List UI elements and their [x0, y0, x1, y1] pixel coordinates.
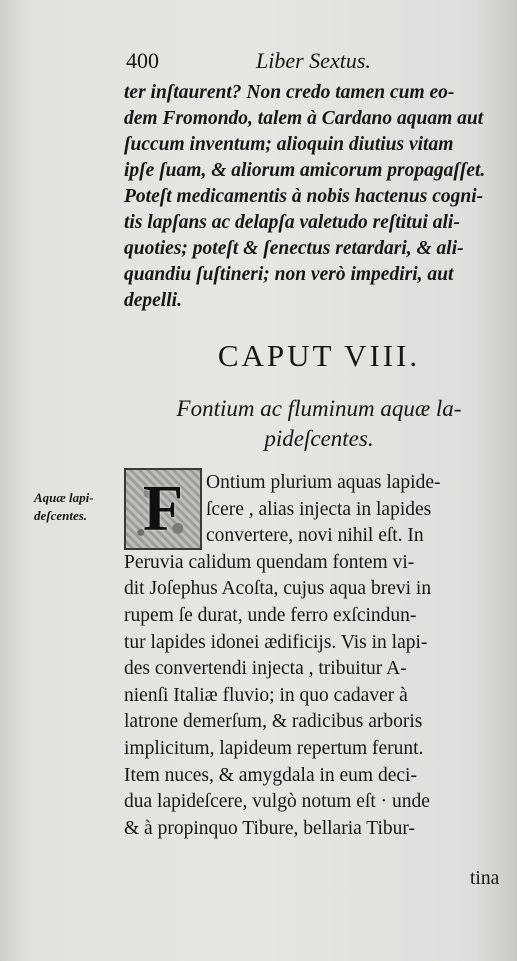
- text-line: Poteſt medicamentis à nobis hactenus cogni-: [124, 186, 484, 207]
- text-line: depelli.: [124, 290, 182, 311]
- text-line: ſcere , alias injecta in lapides: [206, 498, 432, 520]
- marginal-note-line: deſcentes.: [34, 508, 88, 523]
- chapter-title-line: Fontium ac fluminum aquæ la-: [176, 396, 462, 421]
- text-line: tur lapides idonei ædificijs. Vis in lapi-: [124, 631, 428, 653]
- page-header: [126, 48, 456, 78]
- text-line: des convertendi injecta , tribuitur A-: [124, 658, 407, 680]
- chapter-heading: CAPUT VIII.: [217, 338, 421, 373]
- text-line: implicitum, lapideum repertum ferunt.: [124, 737, 424, 759]
- text-line: quoties; poteſt & ſenectus retardari, & ali-: [124, 238, 464, 259]
- initial-letter: F: [142, 472, 184, 545]
- text-line: quandiu ſuſtineri; non verò impediri, aut: [124, 264, 454, 285]
- chapter-title: [124, 394, 514, 454]
- preceding-paragraph: [124, 80, 514, 314]
- text-line: latrone demerſum, & radicibus arboris: [124, 711, 423, 733]
- catchword: tina: [470, 868, 500, 889]
- text-line: rupem ſe durat, unde ferro exſcindun-: [124, 604, 417, 626]
- marginal-note: [34, 489, 124, 525]
- text-line: nienſi Italiæ fluvio; in quo cadaver à: [124, 684, 408, 706]
- marginal-note-line: Aquæ lapi-: [34, 490, 94, 505]
- text-line: Ontium plurium aquas lapide-: [206, 472, 441, 493]
- text-line: dit Joſephus Acoſta, cujus aqua brevi in: [124, 578, 432, 600]
- text-line: Peruvia calidum quendam fontem vi-: [124, 551, 415, 573]
- text-line: ipſe ſuam, & aliorum amicorum propagaſſet.: [124, 160, 486, 181]
- text-line: convertere, novi nihil eſt. In: [206, 525, 424, 547]
- chapter-title-line: pideſcentes.: [264, 426, 374, 451]
- running-head: Liber Sextus.: [256, 48, 371, 73]
- text-line: dua lapideſcere, vulgò notum eſt · unde: [124, 791, 430, 813]
- text-line: Item nuces, & amygdala in eum deci-: [124, 764, 417, 786]
- body-paragraph: [124, 470, 516, 842]
- page-number: 400: [126, 48, 159, 73]
- text-line: tis lapſans ac delapſa valetudo reſtitui ali-: [124, 212, 460, 233]
- text-line: dem Fromondo, talem à Cardano aquam aut: [124, 108, 484, 129]
- text-line: & à propinquo Tibure, bellaria Tibur-: [124, 817, 416, 839]
- text-line: ter inſtaurent? Non credo tamen cum eo-: [124, 82, 455, 103]
- text-line: ſuccum inventum; alioquin diutius vitam: [124, 134, 454, 155]
